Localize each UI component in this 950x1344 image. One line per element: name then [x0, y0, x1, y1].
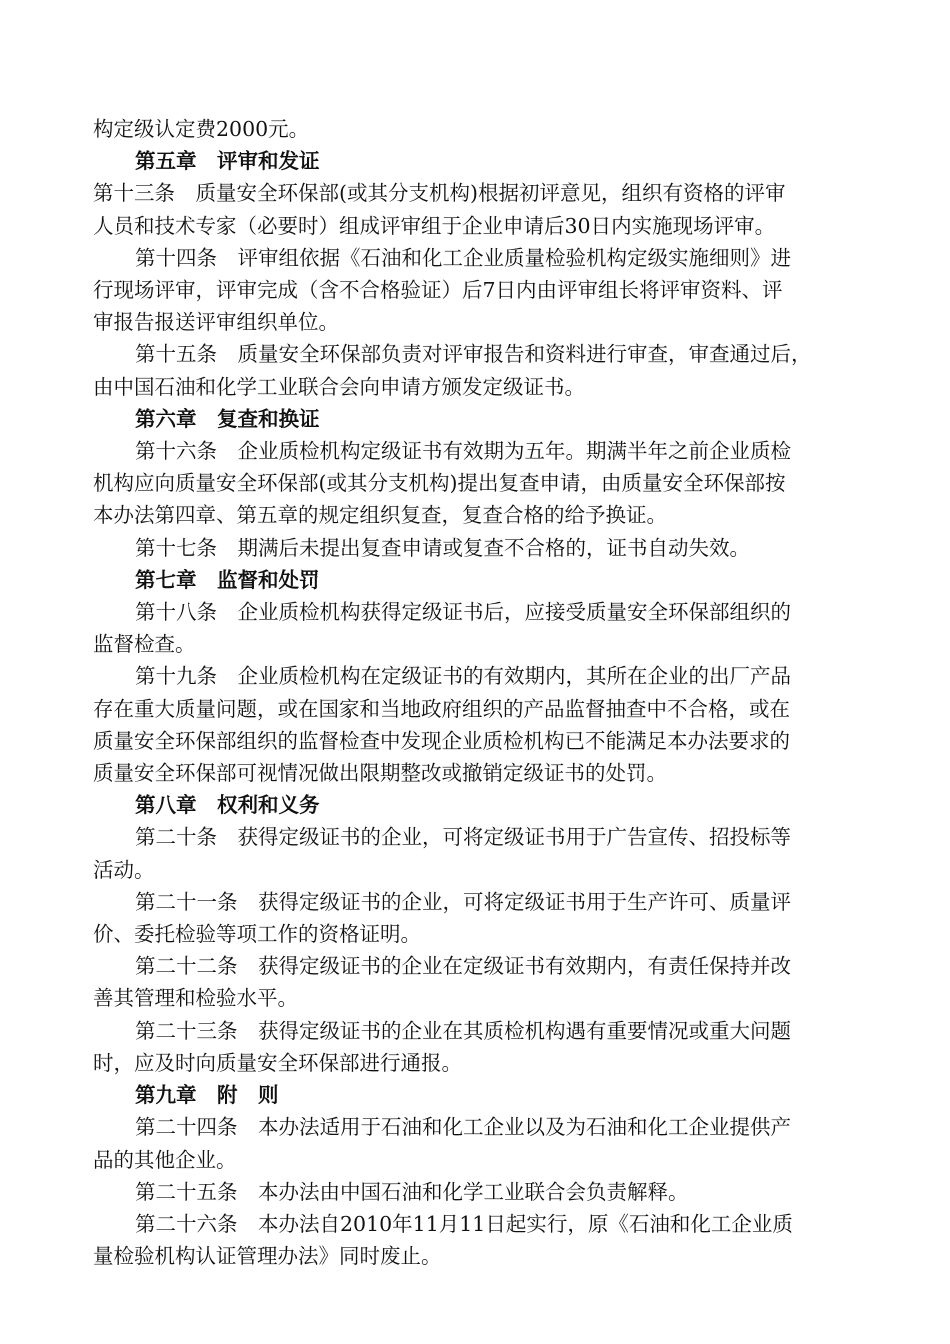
chapter-heading: 第七章 监督和处罚 [135, 567, 320, 592]
text-line: 行现场评审，评审完成（含不合格验证）后7日内由评审组长将评审资料、评 [93, 278, 783, 303]
article-line: 第十五条 质量安全环保部负责对评审报告和资料进行审查，审查通过后， [135, 342, 812, 367]
text-line: 第十三条 质量安全环保部(或其分支机构)根据初评意见，组织有资格的评审 [93, 181, 786, 206]
text-line: 审报告报送评审组织单位。 [93, 310, 339, 335]
article-line: 第二十五条 本办法由中国石油和化学工业联合会负责解释。 [135, 1179, 689, 1204]
text-line: 善其管理和检验水平。 [93, 986, 298, 1011]
article-line: 第二十四条 本办法适用于石油和化工企业以及为石油和化工企业提供产 [135, 1115, 791, 1140]
article-line: 第十九条 企业质检机构在定级证书的有效期内，其所在企业的出厂产品 [135, 664, 791, 689]
text-line: 人员和技术专家（必要时）组成评审组于企业申请后30日内实施现场评审。 [93, 213, 776, 238]
article-line: 第十六条 企业质检机构定级证书有效期为五年。期满半年之前企业质检 [135, 439, 791, 464]
text-line: 本办法第四章、第五章的规定组织复查，复查合格的给予换证。 [93, 503, 667, 528]
chapter-heading: 第六章 复查和换证 [135, 406, 320, 431]
text-line: 存在重大质量问题，或在国家和当地政府组织的产品监督抽查中不合格，或在 [93, 696, 790, 721]
text-line: 品的其他企业。 [93, 1147, 237, 1172]
text-line: 质量安全环保部可视情况做出限期整改或撤销定级证书的处罚。 [93, 761, 667, 786]
text-line: 由中国石油和化学工业联合会向申请方颁发定级证书。 [93, 374, 585, 399]
article-line: 第二十二条 获得定级证书的企业在定级证书有效期内，有责任保持并改 [135, 954, 791, 979]
article-line: 第二十一条 获得定级证书的企业，可将定级证书用于生产许可、质量评 [135, 889, 791, 914]
text-line: 质量安全环保部组织的监督检查中发现企业质检机构已不能满足本办法要求的 [93, 728, 790, 753]
article-line: 第十八条 企业质检机构获得定级证书后，应接受质量安全环保部组织的 [135, 600, 791, 625]
text-line: 机构应向质量安全环保部(或其分支机构)提出复查申请，由质量安全环保部按 [93, 471, 786, 496]
article-line: 第二十三条 获得定级证书的企业在其质检机构遇有重要情况或重大问题 [135, 1018, 791, 1043]
text-line: 活动。 [93, 857, 155, 882]
text-line: 构定级认定费2000元。 [93, 117, 310, 141]
article-line: 第二十条 获得定级证书的企业，可将定级证书用于广告宣传、招投标等 [135, 825, 791, 850]
article-line: 第十七条 期满后未提出复查申请或复查不合格的，证书自动失效。 [135, 535, 750, 560]
text-line: 监督检查。 [93, 632, 196, 657]
chapter-heading: 第五章 评审和发证 [135, 149, 320, 174]
chapter-heading: 第八章 权利和义务 [135, 793, 320, 818]
article-line: 第二十六条 本办法自2010年11月11日起实行，原《石油和化工企业质 [135, 1211, 793, 1236]
document-page [93, 113, 863, 1272]
article-line: 第十四条 评审组依据《石油和化工企业质量检验机构定级实施细则》进 [135, 245, 791, 270]
text-line: 时，应及时向质量安全环保部进行通报。 [93, 1050, 462, 1075]
chapter-heading: 第九章 附 则 [135, 1083, 279, 1108]
text-line: 价、委托检验等项工作的资格证明。 [93, 922, 421, 947]
text-line: 量检验机构认证管理办法》同时废止。 [93, 1244, 442, 1269]
